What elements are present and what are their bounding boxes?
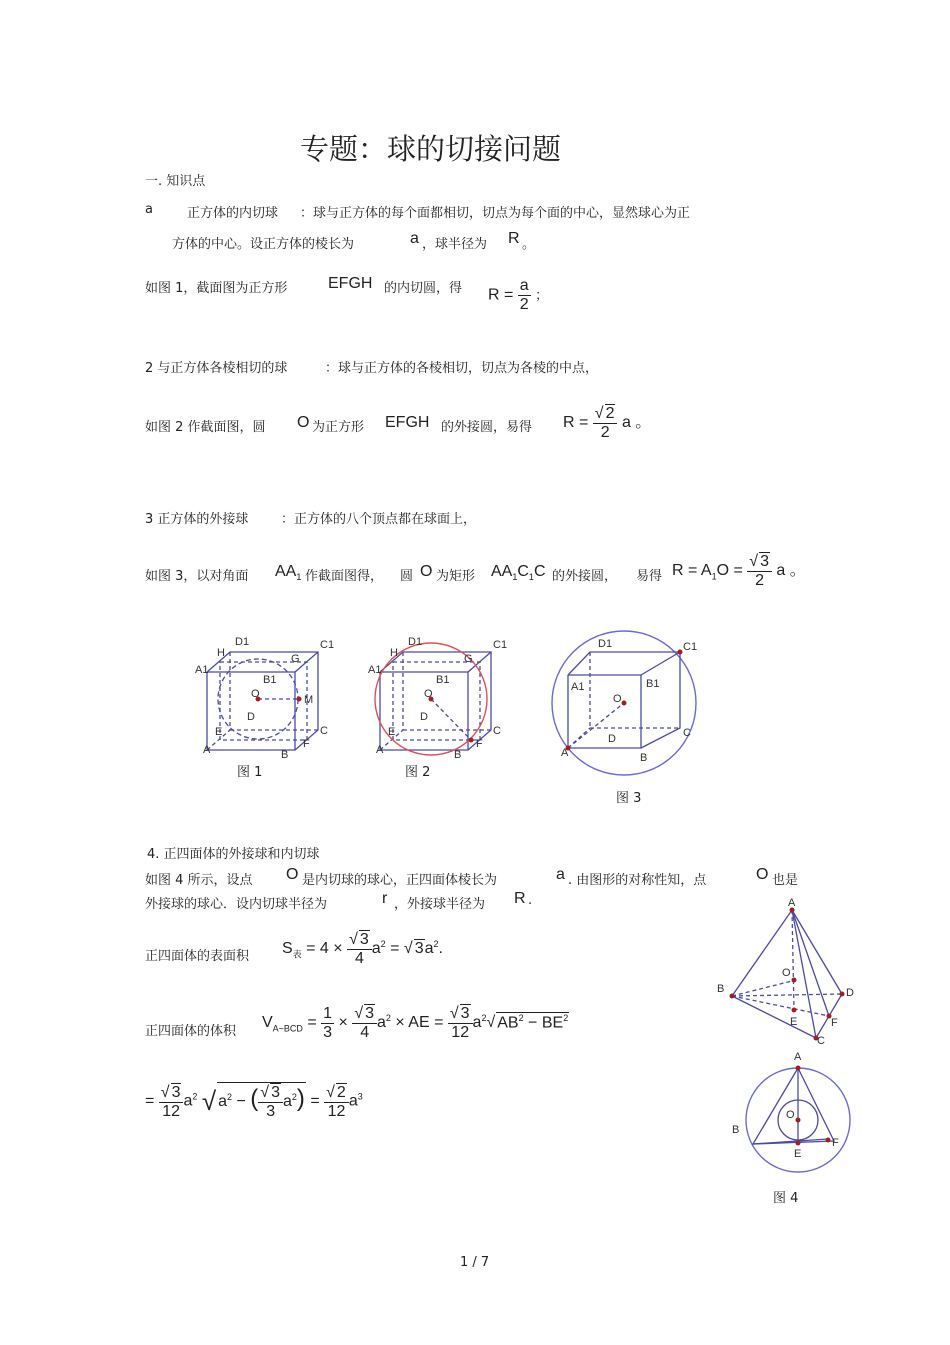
label-c1: C1 bbox=[683, 641, 698, 653]
label-a1: A1 bbox=[368, 664, 382, 676]
var-O-4b: O bbox=[756, 866, 769, 883]
surface-formula: $S_表 = 4$ × $\frac{√ 3}{4}$ $a^2$ = √ $3a^2$. bbox=[282, 931, 443, 967]
vertex-d bbox=[840, 992, 845, 997]
p4-line1c: . 由图形的对称性知，点 bbox=[568, 873, 707, 888]
p3-fig-text: 如图 3，以对角面 bbox=[145, 569, 249, 584]
p3-fig-text-b: 作截面图得， bbox=[305, 569, 384, 584]
formula-tail: a 。 bbox=[621, 414, 652, 432]
fraction-sqrt2-over-2 bbox=[593, 404, 618, 442]
fraction-sqrt3-over-12: $\frac{√ 3}{12}$ bbox=[448, 1004, 473, 1042]
label-f: F bbox=[476, 738, 483, 750]
p4-line1d: 也是 bbox=[772, 873, 799, 888]
p2-fig-text-c: 的外接圆，易得 bbox=[441, 420, 533, 435]
label-e: E bbox=[794, 1148, 802, 1160]
figure-1-caption: 图 1 bbox=[237, 765, 263, 780]
volume-formula: $V_{A-BCD}$ = $\frac{1}{3}$ × $\frac{√ 3}{4}$ $a^2$ × AE = $\frac{√ 3}{12}$ $a^2√$ $AB^2 - BE^2$ bbox=[262, 1004, 569, 1041]
p3-fig-text-f: 易得 bbox=[636, 569, 663, 584]
p2-fig-text: 如图 2 作截面图，圆 bbox=[145, 420, 266, 435]
p1-number: a bbox=[145, 202, 153, 217]
label-b: B bbox=[281, 749, 289, 761]
fraction-sqrt3-over-12: $\frac{√ 3}{12}$ bbox=[159, 1083, 184, 1121]
var-a-4: a bbox=[556, 866, 565, 883]
label-b: B bbox=[454, 749, 462, 761]
label-b1: B1 bbox=[436, 674, 450, 686]
r-equals: R = bbox=[488, 286, 514, 304]
var-O-4: O bbox=[286, 866, 299, 883]
vertex-c1 bbox=[678, 650, 683, 655]
point-e bbox=[796, 1141, 801, 1146]
label-o: O bbox=[613, 693, 622, 705]
formula-r-2 bbox=[563, 404, 651, 442]
label-a: A bbox=[561, 747, 569, 759]
p4-line2c: . bbox=[528, 893, 533, 908]
volume-label: 正四面体的体积 bbox=[145, 1024, 237, 1039]
figure-4-caption: 图 4 bbox=[773, 1191, 799, 1206]
p3-fig-text-d: 为矩形 bbox=[436, 569, 476, 584]
denominator: 4 bbox=[354, 950, 364, 967]
formula-r-1 bbox=[488, 277, 548, 314]
p4-line2a: 外接球的球心．设内切球半径为 bbox=[145, 897, 328, 912]
label-c: C bbox=[493, 725, 501, 737]
aa: AA bbox=[275, 563, 297, 580]
label-a1: A1 bbox=[195, 664, 209, 676]
label-d: D bbox=[846, 987, 854, 999]
p1-fig-text-b: 的内切圆，得 bbox=[384, 281, 463, 296]
numerator: √ 3 bbox=[747, 552, 772, 572]
r-equals: R = bbox=[563, 414, 589, 432]
p4-line1b: 是内切球的球心，正四面体棱长为 bbox=[302, 873, 498, 888]
p3-fig-text-e: 的外接圆， bbox=[552, 569, 618, 584]
var-R: R bbox=[508, 230, 520, 247]
label-b: B bbox=[640, 752, 648, 764]
label-g: G bbox=[291, 653, 300, 665]
denominator: 2 bbox=[600, 424, 610, 441]
p2-line1: ：球与正方体的各棱相切，切点为各棱的中点， bbox=[325, 361, 599, 376]
fraction-sqrt2-over-12: $\frac{√ 2}{12}$ bbox=[324, 1083, 349, 1121]
label-d: D bbox=[420, 711, 428, 723]
efgh-label: EFGH bbox=[328, 275, 373, 292]
vertex-a bbox=[796, 1066, 801, 1071]
radicand: 3 bbox=[760, 553, 769, 570]
p3-fig-text-c: 圆 bbox=[400, 569, 414, 584]
tangent-point bbox=[297, 697, 302, 702]
section-heading: 一. 知识点 bbox=[145, 174, 206, 189]
p2-fig-text-b: 为正方形 bbox=[312, 420, 365, 435]
label-e: E bbox=[388, 726, 396, 738]
label-h: H bbox=[217, 647, 225, 659]
denominator: 2 bbox=[519, 296, 529, 313]
surface-label: 正四面体的表面积 bbox=[145, 949, 250, 964]
label-a: A bbox=[788, 897, 796, 909]
label-d1: D1 bbox=[598, 638, 613, 650]
fraction-1-over-3: $\frac{1}{3}$ bbox=[323, 1004, 333, 1041]
volume-formula-cont: = $\frac{√ 3}{12}$ $a^2$ √ $a^2$ − ( $\frac{√ 3}{3}$ $a^2$) = $\frac{√ 2}{12}$ $a^3$ bbox=[145, 1083, 363, 1120]
r-equals: R = A bbox=[672, 562, 712, 580]
p4-line1a: 如图 4 所示，设点 bbox=[145, 873, 253, 888]
label-b1: B1 bbox=[646, 678, 660, 690]
center-o bbox=[792, 978, 797, 983]
figure-1-diagram bbox=[195, 632, 355, 762]
fraction-sqrt3-over-4: $\frac{√ 3}{4}$ bbox=[352, 1004, 377, 1042]
label-o: O bbox=[786, 1109, 795, 1121]
p1-heading: 正方体的内切球 bbox=[187, 206, 279, 221]
tangent-point bbox=[469, 738, 474, 743]
aa1-label: $AA_1$ bbox=[275, 563, 302, 583]
numerator: a bbox=[519, 277, 529, 294]
label-c1: C1 bbox=[493, 639, 508, 651]
label-c: C bbox=[320, 725, 328, 737]
label-c1: C1 bbox=[320, 639, 335, 651]
label-b: B bbox=[732, 1124, 740, 1136]
point-f bbox=[826, 1138, 831, 1143]
p2-heading: 2 与正方体各棱相切的球 bbox=[145, 361, 288, 376]
label-f: F bbox=[832, 1137, 839, 1149]
label-o: O bbox=[424, 688, 433, 700]
numerator: √ 3 bbox=[347, 930, 372, 950]
label-e: E bbox=[790, 1016, 798, 1028]
label-d1: D1 bbox=[235, 636, 250, 648]
radicand: 2 bbox=[605, 405, 615, 422]
fraction-a-over-2 bbox=[518, 277, 531, 314]
vertex-b bbox=[730, 994, 735, 999]
label-f: F bbox=[831, 1017, 838, 1029]
label-b1: B1 bbox=[263, 674, 277, 686]
label-f: F bbox=[303, 738, 310, 750]
p1-line2c: 。 bbox=[522, 237, 536, 252]
p4-heading: 4. 正四面体的外接球和内切球 bbox=[147, 847, 320, 862]
var-r: r bbox=[382, 890, 388, 907]
label-o: O bbox=[782, 967, 791, 979]
var-R-4: R bbox=[514, 890, 526, 907]
label-a: A bbox=[203, 744, 211, 756]
p1-fig-text: 如图 1，截面图为正方形 bbox=[145, 281, 288, 296]
var-O-3: O bbox=[420, 563, 433, 580]
center-point bbox=[622, 701, 627, 706]
figure-3-caption: 图 3 bbox=[616, 791, 642, 806]
denominator: 2 bbox=[755, 572, 765, 589]
label-a: A bbox=[794, 1051, 802, 1063]
p3-heading: 3 正方体的外接球 bbox=[145, 512, 249, 527]
p3-line1: ：正方体的八个顶点都在球面上， bbox=[281, 512, 477, 527]
fraction-sqrt3-over-2 bbox=[747, 552, 772, 590]
radicand: 3 bbox=[359, 931, 369, 948]
figure-2-diagram bbox=[368, 632, 528, 762]
point-e bbox=[792, 1008, 797, 1013]
page-title: 专题：球的切接问题 bbox=[300, 132, 562, 166]
var-a: a bbox=[410, 230, 419, 247]
label-d: D bbox=[608, 733, 616, 745]
figure-4-tetrahedron bbox=[712, 898, 862, 1048]
aa: AA bbox=[491, 563, 513, 580]
figure-3-diagram bbox=[548, 630, 708, 780]
formula-tail: a 。 bbox=[776, 562, 806, 580]
formula-r-3: $R = A_1O$ = $\frac{√ 3}{2}$ a 。 bbox=[672, 553, 806, 589]
label-m: M bbox=[304, 694, 314, 706]
center-o bbox=[796, 1118, 801, 1123]
rect-label: $AA_1C_1C$ bbox=[491, 563, 546, 583]
o-equals: O = bbox=[716, 562, 743, 580]
fraction-sqrt3-over-4 bbox=[347, 930, 372, 968]
p1-line2: 方体的中心。设正方体的棱长为 bbox=[172, 237, 355, 252]
efgh-label-2: EFGH bbox=[385, 414, 430, 431]
figure-4-cross-section bbox=[728, 1048, 868, 1178]
label-b: B bbox=[717, 983, 725, 995]
p4-line2b: ，外接球半径为 bbox=[394, 897, 486, 912]
semicolon: ； bbox=[535, 287, 549, 303]
var-O: O bbox=[297, 414, 310, 431]
label-e: E bbox=[215, 726, 223, 738]
page-number: 1 / 7 bbox=[460, 1255, 490, 1270]
label-c: C bbox=[817, 1035, 825, 1047]
label-h: H bbox=[390, 647, 398, 659]
label-a1: A1 bbox=[571, 681, 585, 693]
label-g: G bbox=[464, 653, 473, 665]
label-d: D bbox=[247, 711, 255, 723]
p1-line1: ：球与正方体的每个面都相切，切点为每个面的中心，显然球心为正 bbox=[300, 206, 691, 221]
figure-2-caption: 图 2 bbox=[405, 765, 431, 780]
p1-line2b: ，球半径为 bbox=[422, 237, 488, 252]
label-o: O bbox=[251, 688, 260, 700]
label-d1: D1 bbox=[408, 636, 423, 648]
numerator: √ 2 bbox=[593, 404, 618, 424]
label-c: C bbox=[683, 727, 691, 739]
label-a: A bbox=[376, 744, 384, 756]
